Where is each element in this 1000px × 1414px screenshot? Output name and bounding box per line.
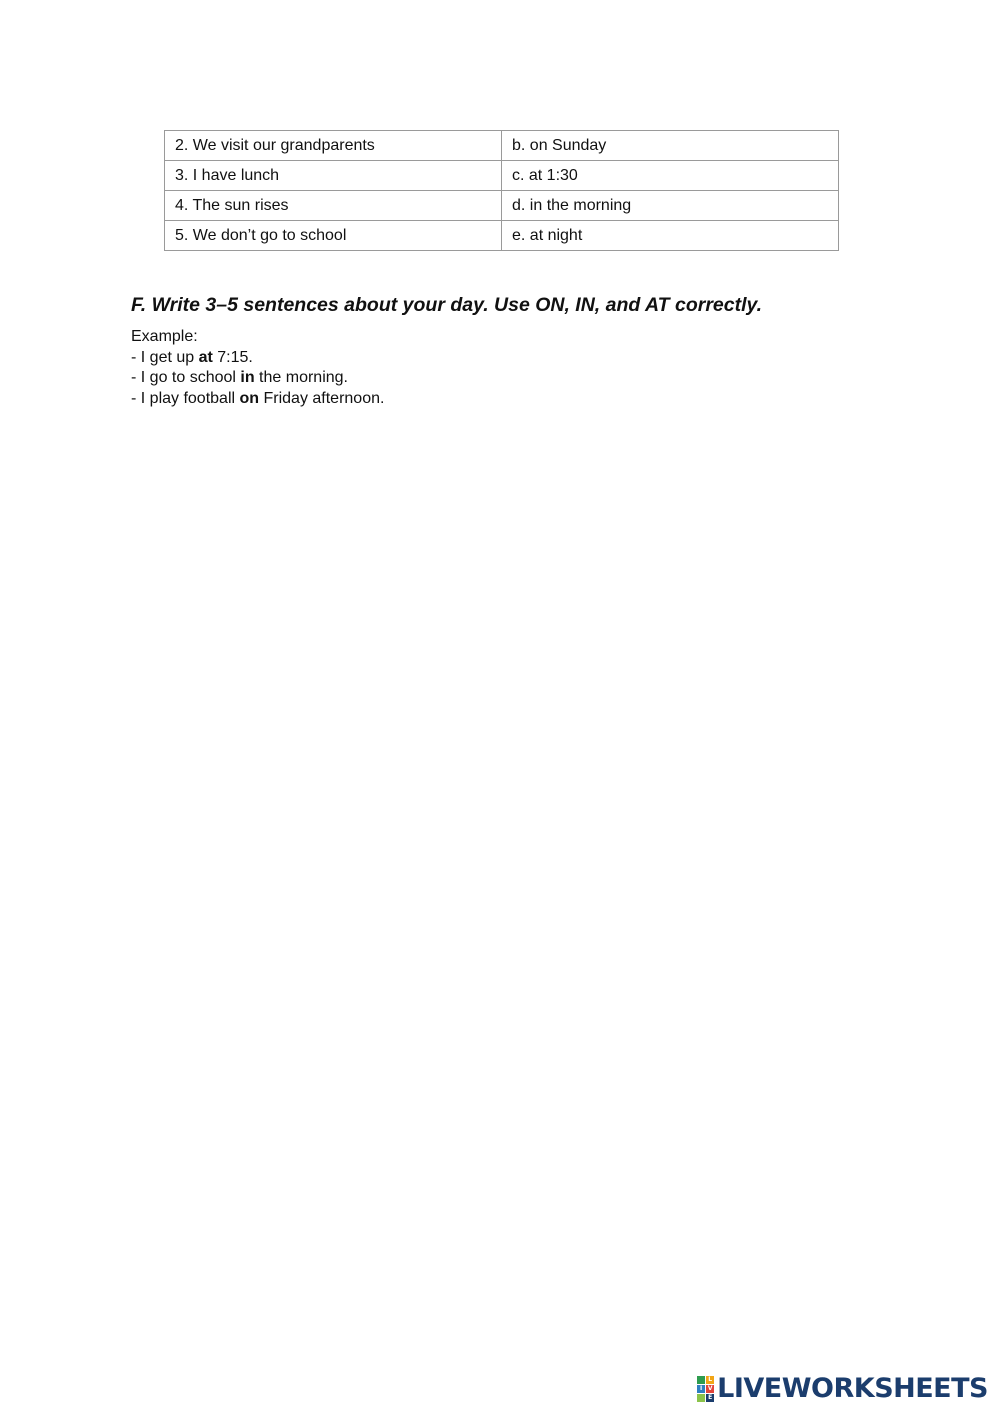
table-cell-time-phrase: b. on Sunday <box>502 131 839 161</box>
liveworksheets-logo-icon <box>697 1376 714 1402</box>
example-text: Friday afternoon. <box>259 389 385 407</box>
example-line <box>131 368 384 389</box>
example-text: - I go to school <box>131 369 241 386</box>
example-text: - I play football <box>131 389 240 407</box>
table-cell-sentence: 3. I have lunch <box>165 161 502 191</box>
logo-tile-letter: L <box>706 1376 714 1384</box>
table-cell-sentence: 4. The sun rises <box>165 191 502 221</box>
example-text: - I get up <box>131 348 199 366</box>
example-block <box>131 327 384 409</box>
table-row <box>165 131 839 161</box>
example-label: Example: <box>131 328 198 345</box>
table-cell-sentence: 5. We don’t go to school <box>165 221 502 251</box>
logo-tile <box>697 1376 705 1384</box>
logo-tile-letter: I <box>697 1385 705 1393</box>
example-text: 7:15. <box>212 348 253 366</box>
logo-tile <box>697 1394 705 1402</box>
table-row <box>165 191 839 221</box>
table-cell-time-phrase: e. at night <box>502 221 839 251</box>
example-preposition: on <box>239 389 260 407</box>
table-cell-time-phrase: c. at 1:30 <box>502 161 839 191</box>
example-line <box>131 389 384 410</box>
table-cell-sentence: 2. We visit our grandparents <box>165 131 502 161</box>
example-line <box>131 348 384 369</box>
example-text: the morning. <box>254 369 348 386</box>
logo-tile-letter: E <box>708 1394 713 1401</box>
liveworksheets-wordmark: LIVEWORKSHEETS <box>717 1373 988 1404</box>
section-f-title: F. Write 3–5 sentences about your day. Use ON, IN, and AT correctly. <box>131 294 763 316</box>
table-cell-time-phrase: d. in the morning <box>502 191 839 221</box>
matching-table <box>164 130 839 251</box>
table-row <box>165 221 839 251</box>
example-preposition: at <box>198 348 213 366</box>
liveworksheets-brand <box>697 1374 988 1404</box>
example-preposition: in <box>240 369 255 386</box>
table-row <box>165 161 839 191</box>
logo-tile-letter: V <box>707 1385 713 1392</box>
